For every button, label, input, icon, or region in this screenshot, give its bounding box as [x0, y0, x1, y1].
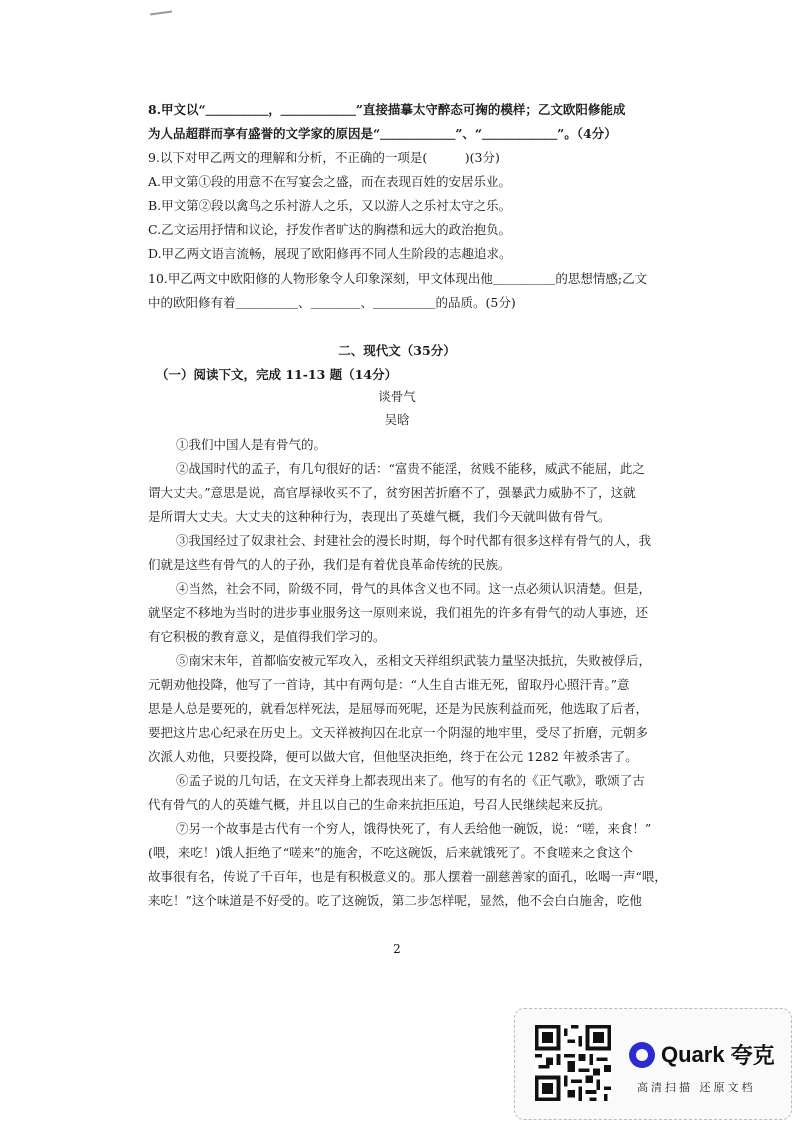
article-line: 代有骨气的人的英雄气概，并且以自己的生命来抗拒压迫，号召人民继续起来反抗。 — [148, 797, 611, 812]
page-number: 2 — [393, 942, 401, 956]
article-line: (喂，来吃！)饿人拒绝了“嗟来”的施舍，不吃这碗饭，后来就饿死了。不食嗟来之食这个 — [148, 845, 634, 860]
article-line: ⑦另一个故事是古代有一个穷人，饿得快死了，有人丢给他一碗饭，说：“嗟，来食！” — [176, 821, 652, 836]
subsection-title: （一）阅读下文，完成 11-13 题（14分） — [156, 367, 398, 382]
article-line: ④当然，社会不同，阶级不同，骨气的具体含义也不同。这一点必须认识清楚。但是， — [176, 581, 652, 596]
q8-line1: 8.甲文以“＿＿＿＿＿，＿＿＿＿＿＿”直接描摹太守醉态可掬的模样；乙文欧阳修能成 — [148, 102, 626, 117]
article-line: 来吃！”这个味道是不好受的。吃了这碗饭，第二步怎样呢，显然，他不会白白施舍，吃他 — [148, 893, 642, 908]
q8-line2: 为人品超群而享有盛誉的文学家的原因是“＿＿＿＿＿＿”、“＿＿＿＿＿＿”。（4分） — [148, 126, 617, 141]
article-line: ⑥孟子说的几句话，在文天祥身上都表现出来了。他写的有名的《正气歌》，歌颂了古 — [176, 773, 645, 788]
article-line: 是所谓大丈夫。大丈夫的这种种行为，表现出了英雄气概，我们今天就叫做有骨气。 — [148, 509, 611, 524]
article-line: 有它积极的教育意义，是值得我们学习的。 — [148, 629, 386, 644]
article-line: 元朝劝他投降，他写了一首诗，其中有两句是：“人生自古谁无死，留取丹心照汗青。”意 — [148, 677, 630, 692]
q10-line1: 10.甲乙两文中欧阳修的人物形象令人印象深刻，甲文体现出他＿＿＿＿＿的思想情感;乙文 — [148, 271, 648, 286]
article-line: 思是人总是要死的，就看怎样死法，是屈辱而死呢，还是为民族利益而死，他选取了后者， — [148, 701, 649, 716]
q9-option-d: D.甲乙两文语言流畅，展现了欧阳修再不同人生阶段的志趣追求。 — [148, 246, 512, 261]
article-author: 吴晗 — [384, 412, 410, 427]
article-line: ②战国时代的孟子，有几句很好的话：“富贵不能淫，贫贱不能移，威武不能屈，此之 — [176, 461, 645, 476]
q9-option-b: B.甲文第②段以禽鸟之乐衬游人之乐，又以游人之乐衬太守之乐。 — [148, 198, 512, 213]
article-line: 谓大丈夫。”意思是说，高官厚禄收买不了，贫穷困苦折磨不了，强暴武力威胁不了，这就 — [148, 485, 636, 500]
q9-option-c: C.乙文运用抒情和议论，抒发作者旷达的胸襟和远大的政治抱负。 — [148, 222, 512, 237]
quark-logo — [629, 1039, 775, 1070]
article-line: ⑤南宋末年，首都临安被元军攻入，丞相文天祥组织武装力量坚决抵抗，失败被俘后， — [176, 653, 652, 668]
article-line: 要把这片忠心纪录在历史上。文天祥被拘囚在北京一个阴湿的地牢里，受尽了折磨，元朝多 — [148, 725, 649, 740]
qr-code-icon — [535, 1025, 611, 1101]
article-line: ①我们中国人是有骨气的。 — [176, 437, 327, 452]
article-line: 就坚定不移地为当时的进步事业服务这一原则来说，我们祖先的许多有骨气的动人事迹，还 — [148, 605, 649, 620]
article-line: 们就是这些有骨气的人的子孙，我们是有着优良革命传统的民族。 — [148, 557, 511, 572]
article-title: 谈骨气 — [378, 389, 416, 404]
section-title: 二、现代文（35分） — [338, 343, 456, 358]
article-line: 故事很有名，传说了千百年，也是有积极意义的。那人摆着一副慈善家的面孔，吆喝一声“喂， — [148, 869, 667, 884]
q10-line2: 中的欧阳修有着＿＿＿＿＿、＿＿＿＿、＿＿＿＿＿的品质。(5分) — [148, 295, 516, 310]
quark-logo-icon — [629, 1042, 655, 1068]
quark-brand-name: Quark — [661, 1041, 725, 1067]
article-line: ③我国经过了奴隶社会、封建社会的漫长时期，每个时代都有很多这样有骨气的人，我 — [176, 533, 652, 548]
q9-option-a: A.甲文第①段的用意不在写宴会之盛，而在表现百姓的安居乐业。 — [148, 174, 512, 189]
quark-watermark — [514, 1008, 792, 1120]
quark-brand-name-cn: 夸克 — [730, 1043, 775, 1068]
scan-mark — [150, 10, 172, 15]
article-line: 次派人劝他，只要投降，便可以做大官，但他坚决拒绝，终于在公元 1282 年被杀害了。 — [148, 749, 638, 764]
q9-stem: 9.以下对甲乙两文的理解和分析，不正确的一项是( )(3分) — [148, 150, 500, 165]
quark-tagline: 高清扫描 还原文档 — [637, 1081, 756, 1094]
